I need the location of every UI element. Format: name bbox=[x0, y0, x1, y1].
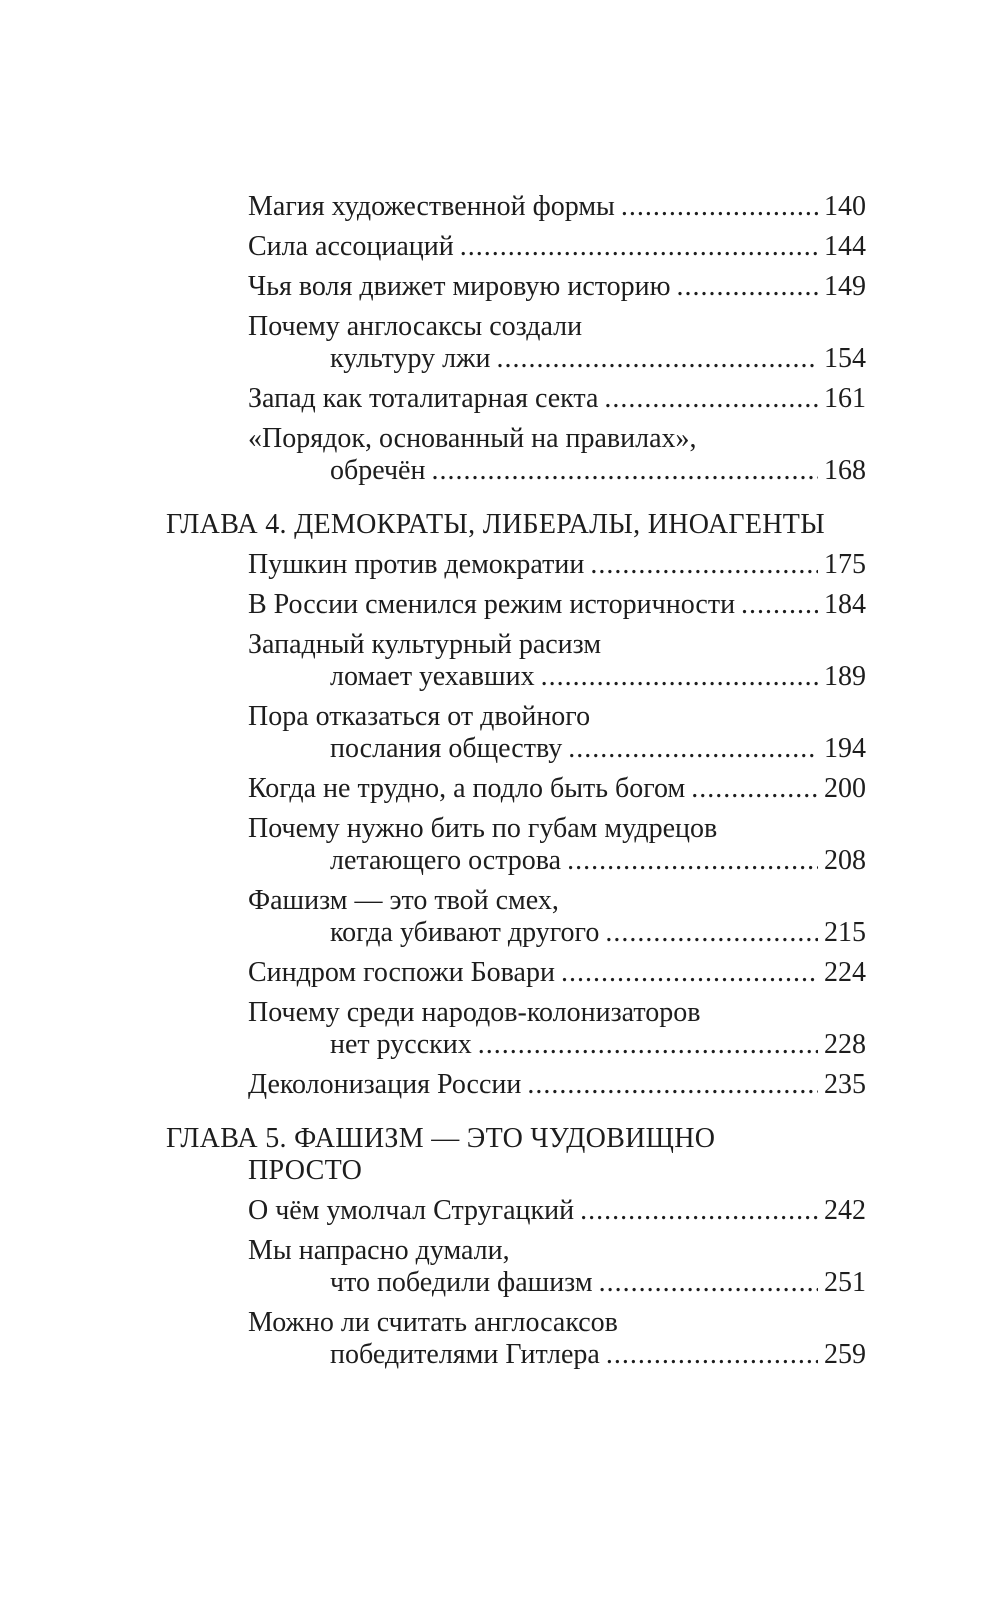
page-number: 208 bbox=[824, 845, 866, 876]
toc-entry[interactable] bbox=[248, 885, 866, 949]
page-number: 242 bbox=[824, 1195, 866, 1226]
page-number: 184 bbox=[824, 589, 866, 620]
toc-entry-title-cont: культуру лжи bbox=[330, 343, 491, 374]
leader-dots bbox=[621, 191, 818, 223]
toc-entry-title: Деколонизация России bbox=[248, 1069, 522, 1100]
leader-dots bbox=[541, 661, 818, 693]
toc-entry-title: Пора отказаться от двойного bbox=[248, 701, 591, 732]
toc-entry[interactable] bbox=[248, 773, 866, 805]
page-number: 228 bbox=[824, 1029, 866, 1060]
toc-entry-title-cont: нет русских bbox=[330, 1029, 472, 1060]
toc-entry-title: Почему нужно бить по губам мудрецов bbox=[248, 813, 718, 844]
page-number: 161 bbox=[824, 383, 866, 414]
toc-entry-title: Когда не трудно, а подло быть богом bbox=[248, 773, 686, 804]
toc-entry[interactable] bbox=[248, 1069, 866, 1101]
toc-entry[interactable] bbox=[248, 997, 866, 1061]
toc-entry-title: Можно ли считать англосаксов bbox=[248, 1307, 618, 1338]
leader-dots bbox=[691, 773, 818, 805]
leader-dots bbox=[567, 845, 818, 877]
toc-entry-title: «Порядок, основанный на правилах», bbox=[248, 423, 697, 454]
leader-dots bbox=[460, 231, 818, 263]
toc-entry[interactable] bbox=[248, 549, 866, 581]
page-number: 251 bbox=[824, 1267, 866, 1298]
toc-entry[interactable] bbox=[248, 191, 866, 223]
chapter-heading[interactable] bbox=[166, 1123, 866, 1187]
toc-entry-title: Мы напрасно думали, bbox=[248, 1235, 510, 1266]
toc-entry-title: Почему англосаксы создали bbox=[248, 311, 583, 342]
toc-entry-title: О чём умолчал Стругацкий bbox=[248, 1195, 575, 1226]
toc-entry[interactable] bbox=[248, 589, 866, 621]
toc-entry[interactable] bbox=[248, 311, 866, 375]
toc-entry-title-cont: летающего острова bbox=[330, 845, 562, 876]
leader-dots bbox=[604, 383, 818, 415]
page-number: 215 bbox=[824, 917, 866, 948]
leader-dots bbox=[580, 1195, 818, 1227]
toc-entry[interactable] bbox=[248, 1307, 866, 1371]
toc-entry-title: Сила ассоциаций bbox=[248, 231, 454, 262]
table-of-contents bbox=[0, 183, 1000, 1371]
toc-entry[interactable] bbox=[248, 423, 866, 487]
page-number: 154 bbox=[824, 343, 866, 374]
page-number: 175 bbox=[824, 549, 866, 580]
page-number: 194 bbox=[824, 733, 866, 764]
page-number: 259 bbox=[824, 1339, 866, 1370]
toc-entry-title-cont: что победили фашизм bbox=[330, 1267, 593, 1298]
toc-entry-title-cont: когда убивают другого bbox=[330, 917, 600, 948]
toc-entry-title: В России сменился режим историчности bbox=[248, 589, 736, 620]
chapter-title: ГЛАВА 5. ФАШИЗМ — ЭТО ЧУДОВИЩНО bbox=[166, 1123, 716, 1154]
leader-dots bbox=[590, 549, 818, 581]
leader-dots bbox=[431, 455, 818, 487]
toc-entry-title: Западный культурный расизм bbox=[248, 629, 602, 660]
toc-entry[interactable] bbox=[248, 231, 866, 263]
toc-entry[interactable] bbox=[248, 813, 866, 877]
toc-entry[interactable] bbox=[248, 1235, 866, 1299]
page-number: 149 bbox=[824, 271, 866, 302]
toc-entry[interactable] bbox=[248, 271, 866, 303]
page-number: 189 bbox=[824, 661, 866, 692]
toc-entry-title: Магия художественной формы bbox=[248, 191, 615, 222]
leader-dots bbox=[599, 1267, 818, 1299]
toc-entry[interactable] bbox=[248, 701, 866, 765]
toc-entry-title: Пушкин против демократии bbox=[248, 549, 585, 580]
chapter-title: ГЛАВА 4. ДЕМОКРАТЫ, ЛИБЕРАЛЫ, ИНОАГЕНТЫ bbox=[166, 509, 825, 540]
chapter-heading[interactable] bbox=[166, 509, 866, 541]
leader-dots bbox=[606, 1339, 818, 1371]
toc-entry-title-cont: ломает уехавших bbox=[330, 661, 535, 692]
toc-entry-title: Запад как тоталитарная секта bbox=[248, 383, 599, 414]
toc-entry-title-cont: послания обществу bbox=[330, 733, 563, 764]
leader-dots bbox=[496, 343, 818, 375]
toc-entry-title-cont: обречён bbox=[330, 455, 426, 486]
toc-entry-title: Фашизм — это твой смех, bbox=[248, 885, 559, 916]
page-number: 144 bbox=[824, 231, 866, 262]
toc-entry[interactable] bbox=[248, 957, 866, 989]
page-number: 200 bbox=[824, 773, 866, 804]
toc-entry[interactable] bbox=[248, 629, 866, 693]
toc-entry-title: Чья воля движет мировую историю bbox=[248, 271, 671, 302]
leader-dots bbox=[561, 957, 818, 989]
leader-dots bbox=[527, 1069, 818, 1101]
toc-entry-title: Синдром госпожи Бовари bbox=[248, 957, 555, 988]
page-number: 168 bbox=[824, 455, 866, 486]
toc-entry[interactable] bbox=[248, 383, 866, 415]
leader-dots bbox=[568, 733, 818, 765]
chapter-title-cont: ПРОСТО bbox=[248, 1155, 363, 1186]
toc-entry-title-cont: победителями Гитлера bbox=[330, 1339, 600, 1370]
toc-entry-title: Почему среди народов-колонизаторов bbox=[248, 997, 701, 1028]
page-number: 235 bbox=[824, 1069, 866, 1100]
leader-dots bbox=[605, 917, 818, 949]
leader-dots bbox=[741, 589, 818, 621]
leader-dots bbox=[677, 271, 818, 303]
toc-entry[interactable] bbox=[248, 1195, 866, 1227]
page-number: 140 bbox=[824, 191, 866, 222]
page-number: 224 bbox=[824, 957, 866, 988]
leader-dots bbox=[478, 1029, 818, 1061]
